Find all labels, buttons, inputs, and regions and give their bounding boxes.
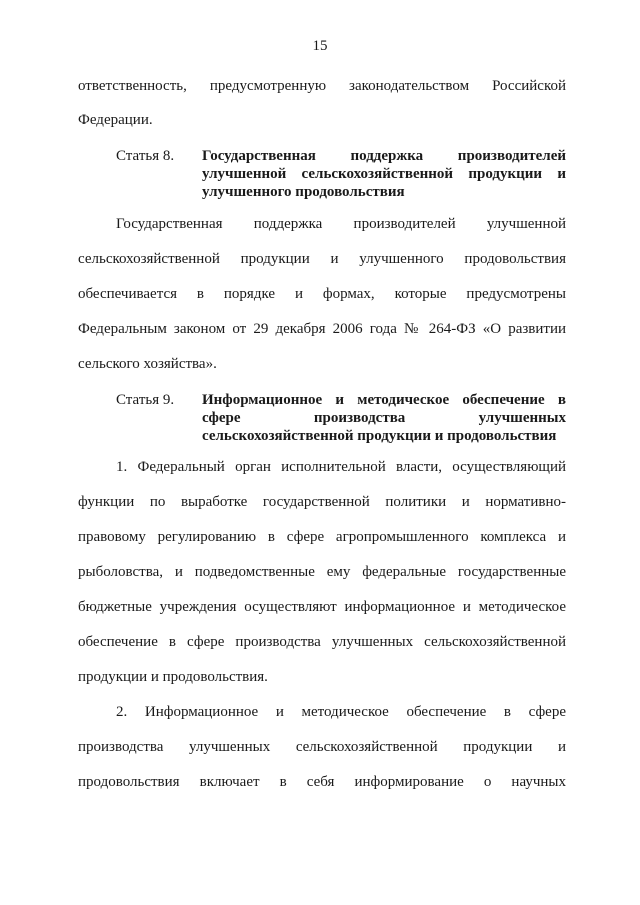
intro-line: Федерации.	[78, 112, 153, 128]
article8-title-line: улучшенной сельскохозяйственной продукции и	[202, 166, 566, 182]
article8-body-line: сельскохозяйственной продукции и улучшенного продовольствия	[78, 251, 566, 267]
article8-body-line: обеспечивается в порядке и формах, которые предусмотрены	[78, 286, 566, 302]
article9-title-line: Информационное и методическое обеспечение в	[202, 392, 566, 408]
article8-label: Статья 8.	[116, 148, 175, 164]
article9-part1-line: бюджетные учреждения осуществляют информационное и методическое	[78, 599, 566, 615]
article8-title-line: Государственная поддержка производителей	[202, 148, 566, 164]
article9-part1-line: правовому регулированию в сфере агропромышленного комплекса и	[78, 529, 566, 545]
intro-line: ответственность, предусмотренную законодательством Российской	[78, 78, 566, 94]
article8-body-line: Государственная поддержка производителей улучшенной	[116, 216, 566, 232]
article8-title-line: улучшенного продовольствия	[202, 184, 405, 200]
article9-part1-line: функции по выработке государственной политики и нормативно-	[78, 494, 566, 510]
article9-label: Статья 9.	[116, 392, 175, 408]
article9-part2-line: продовольствия включает в себя информирование о научных	[78, 774, 566, 790]
article9-part1-line: 1. Федеральный орган исполнительной власти, осуществляющий	[116, 459, 566, 475]
article8-body-line: сельского хозяйства».	[78, 356, 217, 372]
article9-title-line: сфере производства улучшенных	[202, 410, 566, 426]
article9-title	[202, 391, 566, 445]
article9-part1-line: рыболовства, и подведомственные ему федеральные государственные	[78, 564, 566, 580]
article9-part1-line: обеспечение в сфере производства улучшенных сельскохозяйственной	[78, 634, 566, 650]
article8-body-line: Федеральным законом от 29 декабря 2006 года № 264-ФЗ «О развитии	[78, 321, 566, 337]
article8-title	[202, 147, 566, 201]
article9-part2-line: производства улучшенных сельскохозяйственной продукции и	[78, 739, 566, 755]
article9-title-line: сельскохозяйственной продукции и продовольствия	[202, 428, 557, 444]
article9-part1-line: продукции и продовольствия.	[78, 669, 268, 685]
article9-part2-line: 2. Информационное и методическое обеспечение в сфере	[116, 704, 566, 720]
page-number: 15	[312, 38, 328, 54]
